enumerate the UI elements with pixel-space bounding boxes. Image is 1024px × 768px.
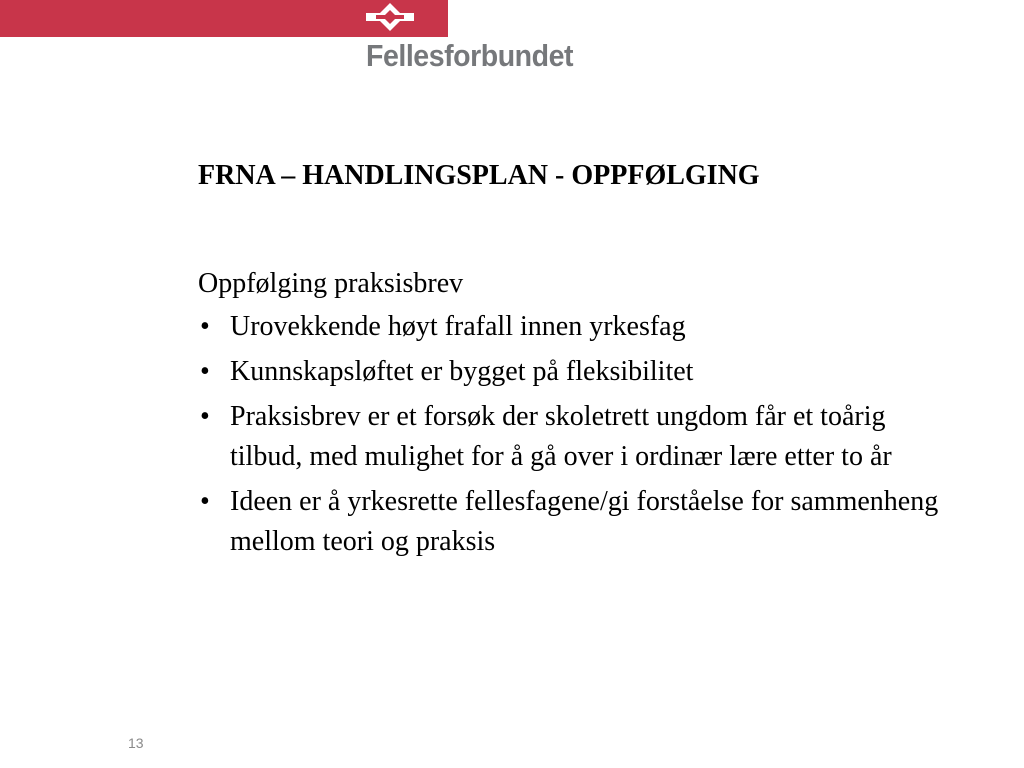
slide-title: FRNA – HANDLINGSPLAN - OPPFØLGING [198, 160, 760, 191]
bullet-text: Urovekkende høyt frafall innen yrkesfag [230, 311, 686, 342]
bullet-item [198, 307, 958, 347]
bullet-glyph: • [200, 401, 210, 432]
brand-name: Fellesforbundet [366, 38, 574, 73]
bullet-text: Praksisbrev er et forsøk der skoletrett ungdom får et toårig tilbud, med mulighet for å gå over i ordinær lære etter to år [230, 401, 892, 472]
bullet-list [198, 307, 958, 562]
bullet-glyph: • [200, 356, 210, 387]
bullet-glyph: • [200, 486, 210, 517]
bullet-glyph: • [200, 311, 210, 342]
bullet-text: Ideen er å yrkesrette fellesfagene/gi forståelse for sammenheng mellom teori og praksis [230, 486, 939, 557]
fellesforbundet-logo-icon [364, 2, 416, 32]
slide-content [198, 264, 958, 567]
subheading: Oppfølging praksisbrev [198, 268, 464, 299]
bullet-item [198, 352, 958, 392]
bullet-text: Kunnskapsløftet er bygget på fleksibilitet [230, 356, 694, 387]
page-number: 13 [128, 735, 144, 751]
bullet-item [198, 482, 958, 562]
bullet-item [198, 397, 958, 477]
